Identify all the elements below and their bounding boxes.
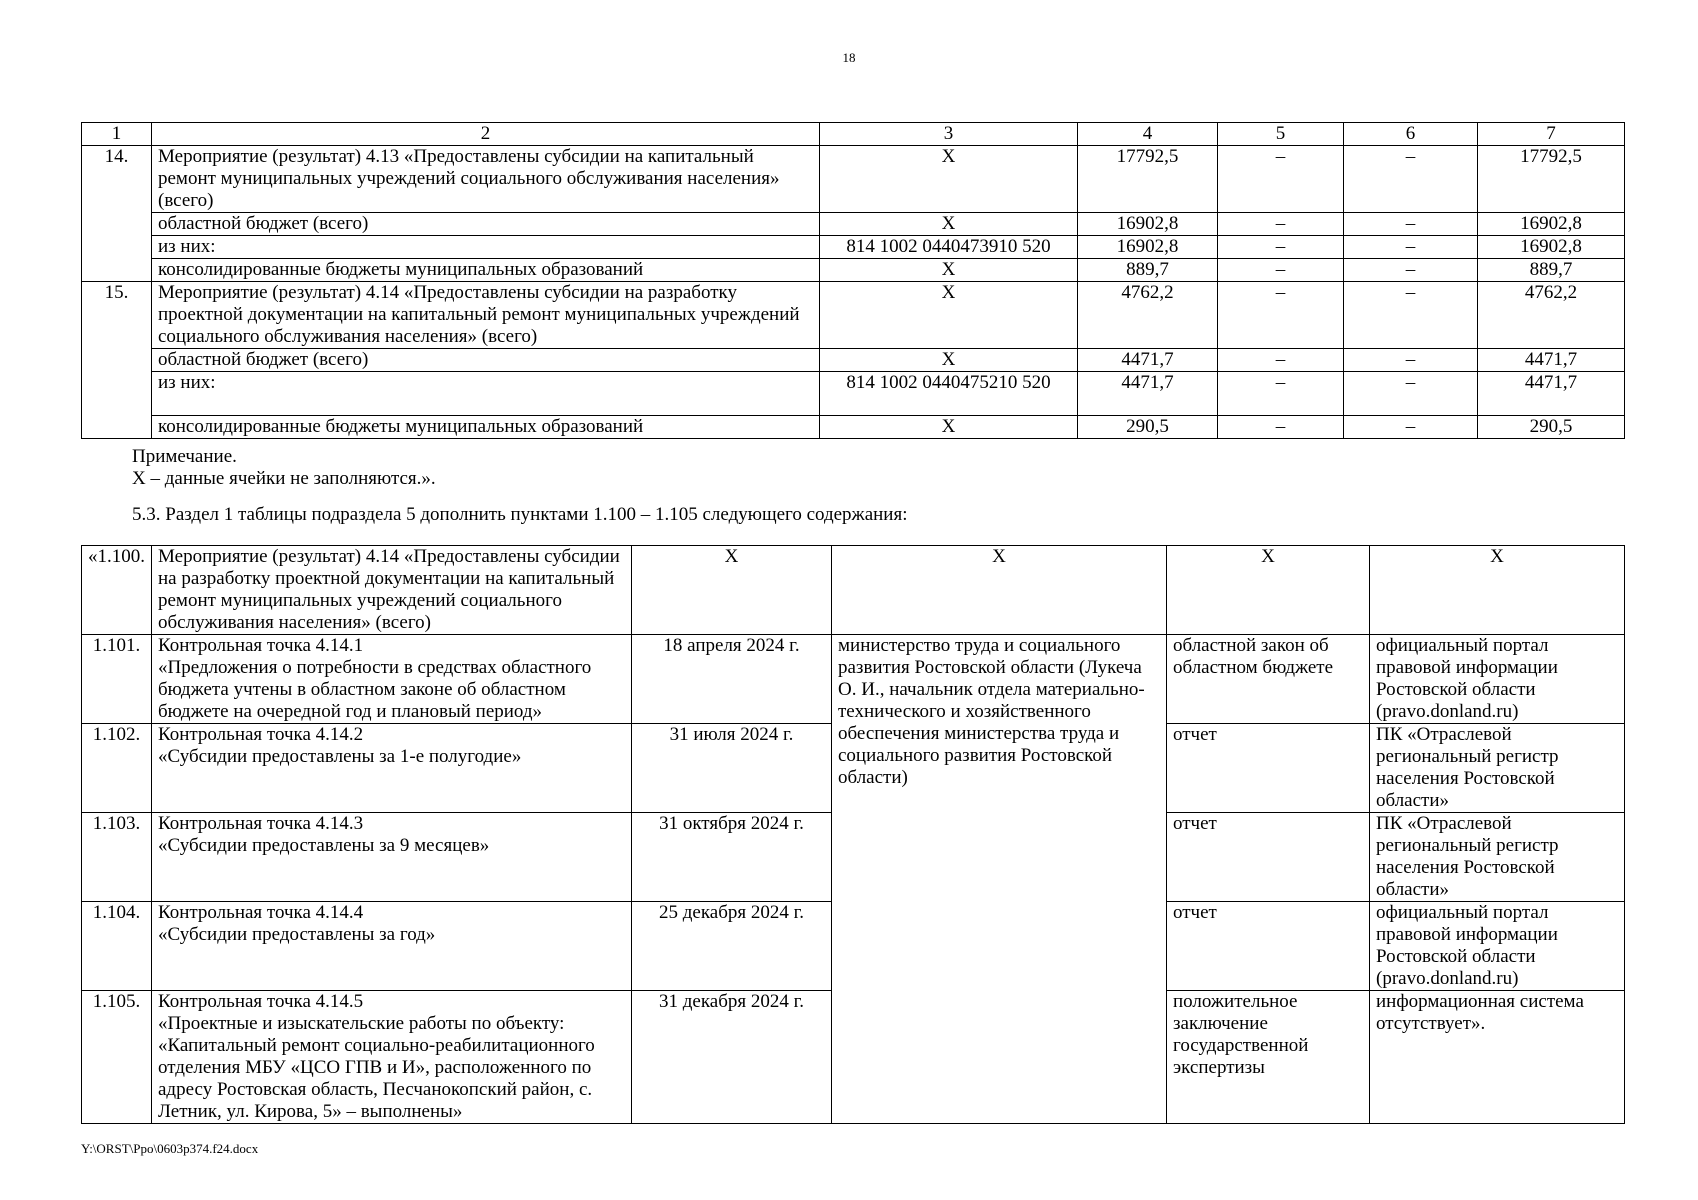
header-cell: 2 <box>152 123 820 146</box>
value-cell: 16902,8 <box>1478 236 1625 259</box>
item-name: Мероприятие (результат) 4.14 «Предоставлены субсидии на разработку проектной документации на капитальный ремонт муниципальных учреждений социального обслуживания населения» (всего) <box>152 546 632 635</box>
table-header-row <box>82 123 1625 146</box>
table-row <box>82 416 1625 439</box>
value-cell: 16902,8 <box>1078 213 1218 236</box>
document-cell: Х <box>1167 546 1370 635</box>
header-cell: 7 <box>1478 123 1625 146</box>
code-cell: 814 1002 0440473910 520 <box>820 236 1078 259</box>
value-cell: 16902,8 <box>1078 236 1218 259</box>
note-title: Примечание. <box>132 446 237 467</box>
code-cell: Х <box>820 416 1078 439</box>
header-cell: 1 <box>82 123 152 146</box>
note-text: Х – данные ячейки не заполняются.». <box>132 468 436 489</box>
value-cell: – <box>1344 259 1478 282</box>
value-cell: – <box>1218 372 1344 416</box>
table-row <box>82 236 1625 259</box>
value-cell: 16902,8 <box>1478 213 1625 236</box>
code-cell: 814 1002 0440475210 520 <box>820 372 1078 416</box>
responsible-cell: Х <box>832 546 1167 635</box>
table-row <box>82 546 1625 635</box>
value-cell: – <box>1344 236 1478 259</box>
item-name <box>152 635 632 724</box>
date-cell: 18 апреля 2024 г. <box>632 635 832 724</box>
value-cell: – <box>1218 213 1344 236</box>
control-point-label: Контрольная точка 4.14.5 <box>158 991 364 1012</box>
value-cell: – <box>1344 282 1478 349</box>
value-cell: – <box>1344 146 1478 213</box>
row-number: 1.103. <box>82 813 152 902</box>
value-cell: – <box>1344 372 1478 416</box>
page-number: 18 <box>842 50 856 65</box>
control-points-table <box>81 545 1625 1124</box>
system-cell: официальный портал правовой информации Ростовской области (pravo.donland.ru) <box>1370 635 1625 724</box>
code-cell: Х <box>820 349 1078 372</box>
row-title: Мероприятие (результат) 4.13 «Предоставлены субсидии на капитальный ремонт муниципальных учреждений социального обслуживания населения» (всего) <box>152 146 820 213</box>
table-row <box>82 349 1625 372</box>
control-point-desc: «Субсидии предоставлены за 9 месяцев» <box>158 835 490 856</box>
system-cell: официальный портал правовой информации Ростовской области (pravo.donland.ru) <box>1370 902 1625 991</box>
header-cell: 4 <box>1078 123 1218 146</box>
system-cell: Х <box>1370 546 1625 635</box>
date-cell: Х <box>632 546 832 635</box>
section-paragraph: 5.3. Раздел 1 таблицы подраздела 5 дополнить пунктами 1.100 – 1.105 следующего содержания: <box>132 504 908 525</box>
header-cell: 6 <box>1344 123 1478 146</box>
control-point-label: Контрольная точка 4.14.4 <box>158 902 364 923</box>
code-cell: Х <box>820 213 1078 236</box>
row-title: Мероприятие (результат) 4.14 «Предоставлены субсидии на разработку проектной документации на капитальный ремонт муниципальных учреждений социального обслуживания населения» (всего) <box>152 282 820 349</box>
value-cell: – <box>1218 259 1344 282</box>
header-cell: 3 <box>820 123 1078 146</box>
value-cell: 4762,2 <box>1478 282 1625 349</box>
value-cell: – <box>1218 282 1344 349</box>
item-name <box>152 813 632 902</box>
row-number: 1.102. <box>82 724 152 813</box>
document-cell: отчет <box>1167 813 1370 902</box>
table-row <box>82 372 1625 416</box>
row-number: 15. <box>82 282 152 439</box>
control-point-desc: «Предложения о потребности в средствах областного бюджета учтены в областном законе об областном бюджете на очередной год и плановый период» <box>158 657 592 722</box>
table-row <box>82 213 1625 236</box>
value-cell: 4471,7 <box>1078 349 1218 372</box>
value-cell: – <box>1218 236 1344 259</box>
row-number: 1.104. <box>82 902 152 991</box>
system-cell: ПК «Отраслевой региональный регистр населения Ростовской области» <box>1370 724 1625 813</box>
value-cell: – <box>1344 349 1478 372</box>
row-label: областной бюджет (всего) <box>152 213 820 236</box>
table-row <box>82 146 1625 213</box>
value-cell: 290,5 <box>1478 416 1625 439</box>
value-cell: – <box>1344 416 1478 439</box>
value-cell: 290,5 <box>1078 416 1218 439</box>
document-cell: отчет <box>1167 902 1370 991</box>
date-cell: 25 декабря 2024 г. <box>632 902 832 991</box>
code-cell: Х <box>820 146 1078 213</box>
table-row <box>82 259 1625 282</box>
row-label: консолидированные бюджеты муниципальных образований <box>152 259 820 282</box>
system-cell: ПК «Отраслевой региональный регистр населения Ростовской области» <box>1370 813 1625 902</box>
value-cell: 17792,5 <box>1478 146 1625 213</box>
control-point-label: Контрольная точка 4.14.3 <box>158 813 364 834</box>
value-cell: 4471,7 <box>1078 372 1218 416</box>
row-label: из них: <box>152 236 820 259</box>
code-cell: Х <box>820 259 1078 282</box>
file-path-footer: Y:\ORST\Ppo\0603p374.f24.docx <box>81 1141 259 1156</box>
item-name <box>152 724 632 813</box>
value-cell: 4471,7 <box>1478 372 1625 416</box>
control-point-desc: «Субсидии предоставлены за 1-е полугодие» <box>158 746 522 767</box>
value-cell: – <box>1218 349 1344 372</box>
value-cell: 4762,2 <box>1078 282 1218 349</box>
control-point-label: Контрольная точка 4.14.1 <box>158 635 364 656</box>
table-row <box>82 635 1625 724</box>
date-cell: 31 декабря 2024 г. <box>632 991 832 1124</box>
responsible-cell: министерство труда и социального развития Ростовской области (Лукеча О. И., начальник отдела материально-технического и хозяйственного обеспечения министерства труда и социального развития Ростовской области) <box>832 635 1167 1124</box>
item-name <box>152 902 632 991</box>
row-number: 1.105. <box>82 991 152 1124</box>
control-point-desc: «Субсидии предоставлены за год» <box>158 924 436 945</box>
table-row <box>82 282 1625 349</box>
date-cell: 31 октября 2024 г. <box>632 813 832 902</box>
code-cell: Х <box>820 282 1078 349</box>
row-number: 1.101. <box>82 635 152 724</box>
system-cell: информационная система отсутствует». <box>1370 991 1625 1124</box>
control-point-desc: «Проектные и изыскательские работы по объекту: «Капитальный ремонт социально-реабилитационного отделения МБУ «ЦСО ГПВ и И», расположенного по адресу Ростовская область, Песчанокопский район, с. Летник, ул. Кирова, 5» – выполнены» <box>158 1013 595 1122</box>
value-cell: 17792,5 <box>1078 146 1218 213</box>
document-cell: положительное заключение государственной экспертизы <box>1167 991 1370 1124</box>
row-label: из них: <box>152 372 820 416</box>
value-cell: – <box>1218 146 1344 213</box>
value-cell: 889,7 <box>1478 259 1625 282</box>
item-name <box>152 991 632 1124</box>
value-cell: – <box>1218 416 1344 439</box>
document-cell: областной закон об областном бюджете <box>1167 635 1370 724</box>
date-cell: 31 июля 2024 г. <box>632 724 832 813</box>
budget-table <box>81 122 1625 439</box>
row-number: «1.100. <box>82 546 152 635</box>
row-label: областной бюджет (всего) <box>152 349 820 372</box>
value-cell: – <box>1344 213 1478 236</box>
document-cell: отчет <box>1167 724 1370 813</box>
row-label: консолидированные бюджеты муниципальных образований <box>152 416 820 439</box>
control-point-label: Контрольная точка 4.14.2 <box>158 724 364 745</box>
value-cell: 4471,7 <box>1478 349 1625 372</box>
value-cell: 889,7 <box>1078 259 1218 282</box>
header-cell: 5 <box>1218 123 1344 146</box>
row-number: 14. <box>82 146 152 282</box>
